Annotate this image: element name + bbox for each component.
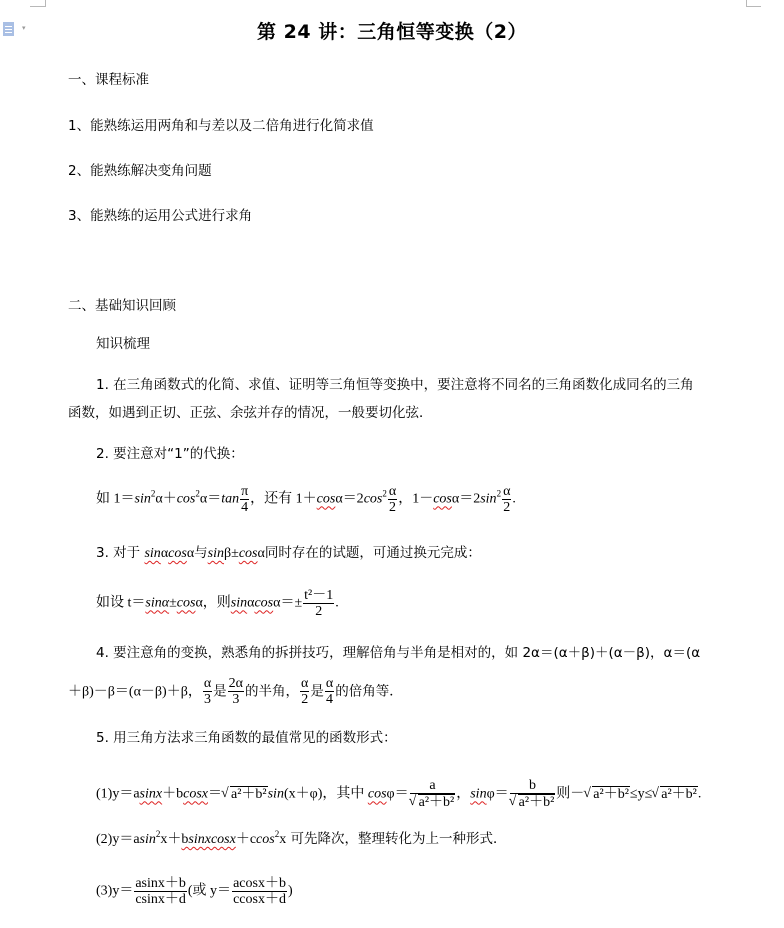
page-corner-mark-left [30, 0, 46, 7]
paragraph-1-line-1: 1. 在三角函数式的化简、求值、证明等三角恒等变换中，要注意将不同名的三角函数化成同名的三角 [96, 377, 694, 393]
paragraph-2: 2. 要注意对“1”的代换： [96, 446, 244, 462]
list-item: 1、能熟练运用两角和与差以及二倍角进行化简求值 [68, 118, 374, 134]
formula-form-3: (3)y＝ $\frac{asinx+b}{csinx+d}$ (或 y＝ $\frac{acosx+b}{ccosx+d}$ ) [96, 876, 293, 907]
list-item: 3、能熟练的运用公式进行求角 [68, 208, 253, 224]
chevron-down-icon[interactable]: ▾ [22, 24, 26, 32]
list-item: 2、能熟练解决变角问题 [68, 163, 212, 179]
formula-form-1: (1)y＝asinx＋bcosx＝ √ a²＋b²sin(x＋φ)，其中 cosφ＝ a √ a²＋b² ，sinφ＝ b √ a²＋b² 则－ √ a²＋b²≤y≤ √ a²＋b². [96, 778, 701, 811]
formula-form-2: (2)y＝asin$^2$x＋bsinxcosx＋ccos$^2$x 可先降次，整理转化为上一种形式． [96, 829, 507, 847]
formula-substitution-t: 如设 t＝sinα±cosα，则sinαcosα＝± $\frac{\text{t²－1}}{2}$ . [96, 588, 339, 619]
section-heading-course-standards: 一、课程标准 [68, 72, 149, 88]
subheading-knowledge-summary: 知识梳理 [96, 336, 150, 352]
paragraph-3: 3. 对于 sinαcosα与sinβ±cosα同时存在的试题，可通过换元完成： [96, 545, 481, 561]
section-heading-basics-review: 二、基础知识回顾 [68, 298, 176, 314]
page-corner-mark-right [746, 0, 761, 7]
paragraph-4-line-1: 4. 要注意角的变换，熟悉角的拆拼技巧，理解倍角与半角是相对的，如 2α＝(α＋β)＋(α－β)，α＝(α [96, 645, 701, 661]
formula-one-substitution: 如 $1=\sin^2\alpha+\cos^2\alpha=\tan$ $\frac{\pi}{4}$ ，还有 $1+\cos\alpha=2\cos^2$ $\frac{\alpha}{2}$ ，$1-\cos\alpha=2\sin^2$ $\frac{\alpha}{2}$ . [96, 484, 516, 515]
paragraph-1-line-2: 函数，如遇到正切、正弦、余弦并存的情况，一般要切化弦． [68, 405, 433, 421]
page-title: 第 24 讲：三角恒等变换（2） [257, 21, 527, 43]
paragraph-5: 5. 用三角方法求三角函数的最值常见的函数形式： [96, 730, 397, 746]
paragraph-4-line-2: ＋β)－β＝(α－β)＋β， $\frac{\alpha}{3}$ 是 $\frac{2\alpha}{3}$ 的半角， $\frac{\alpha}{2}$ 是 $\frac{\alpha}{4}$ 的倍角等． [68, 676, 403, 707]
